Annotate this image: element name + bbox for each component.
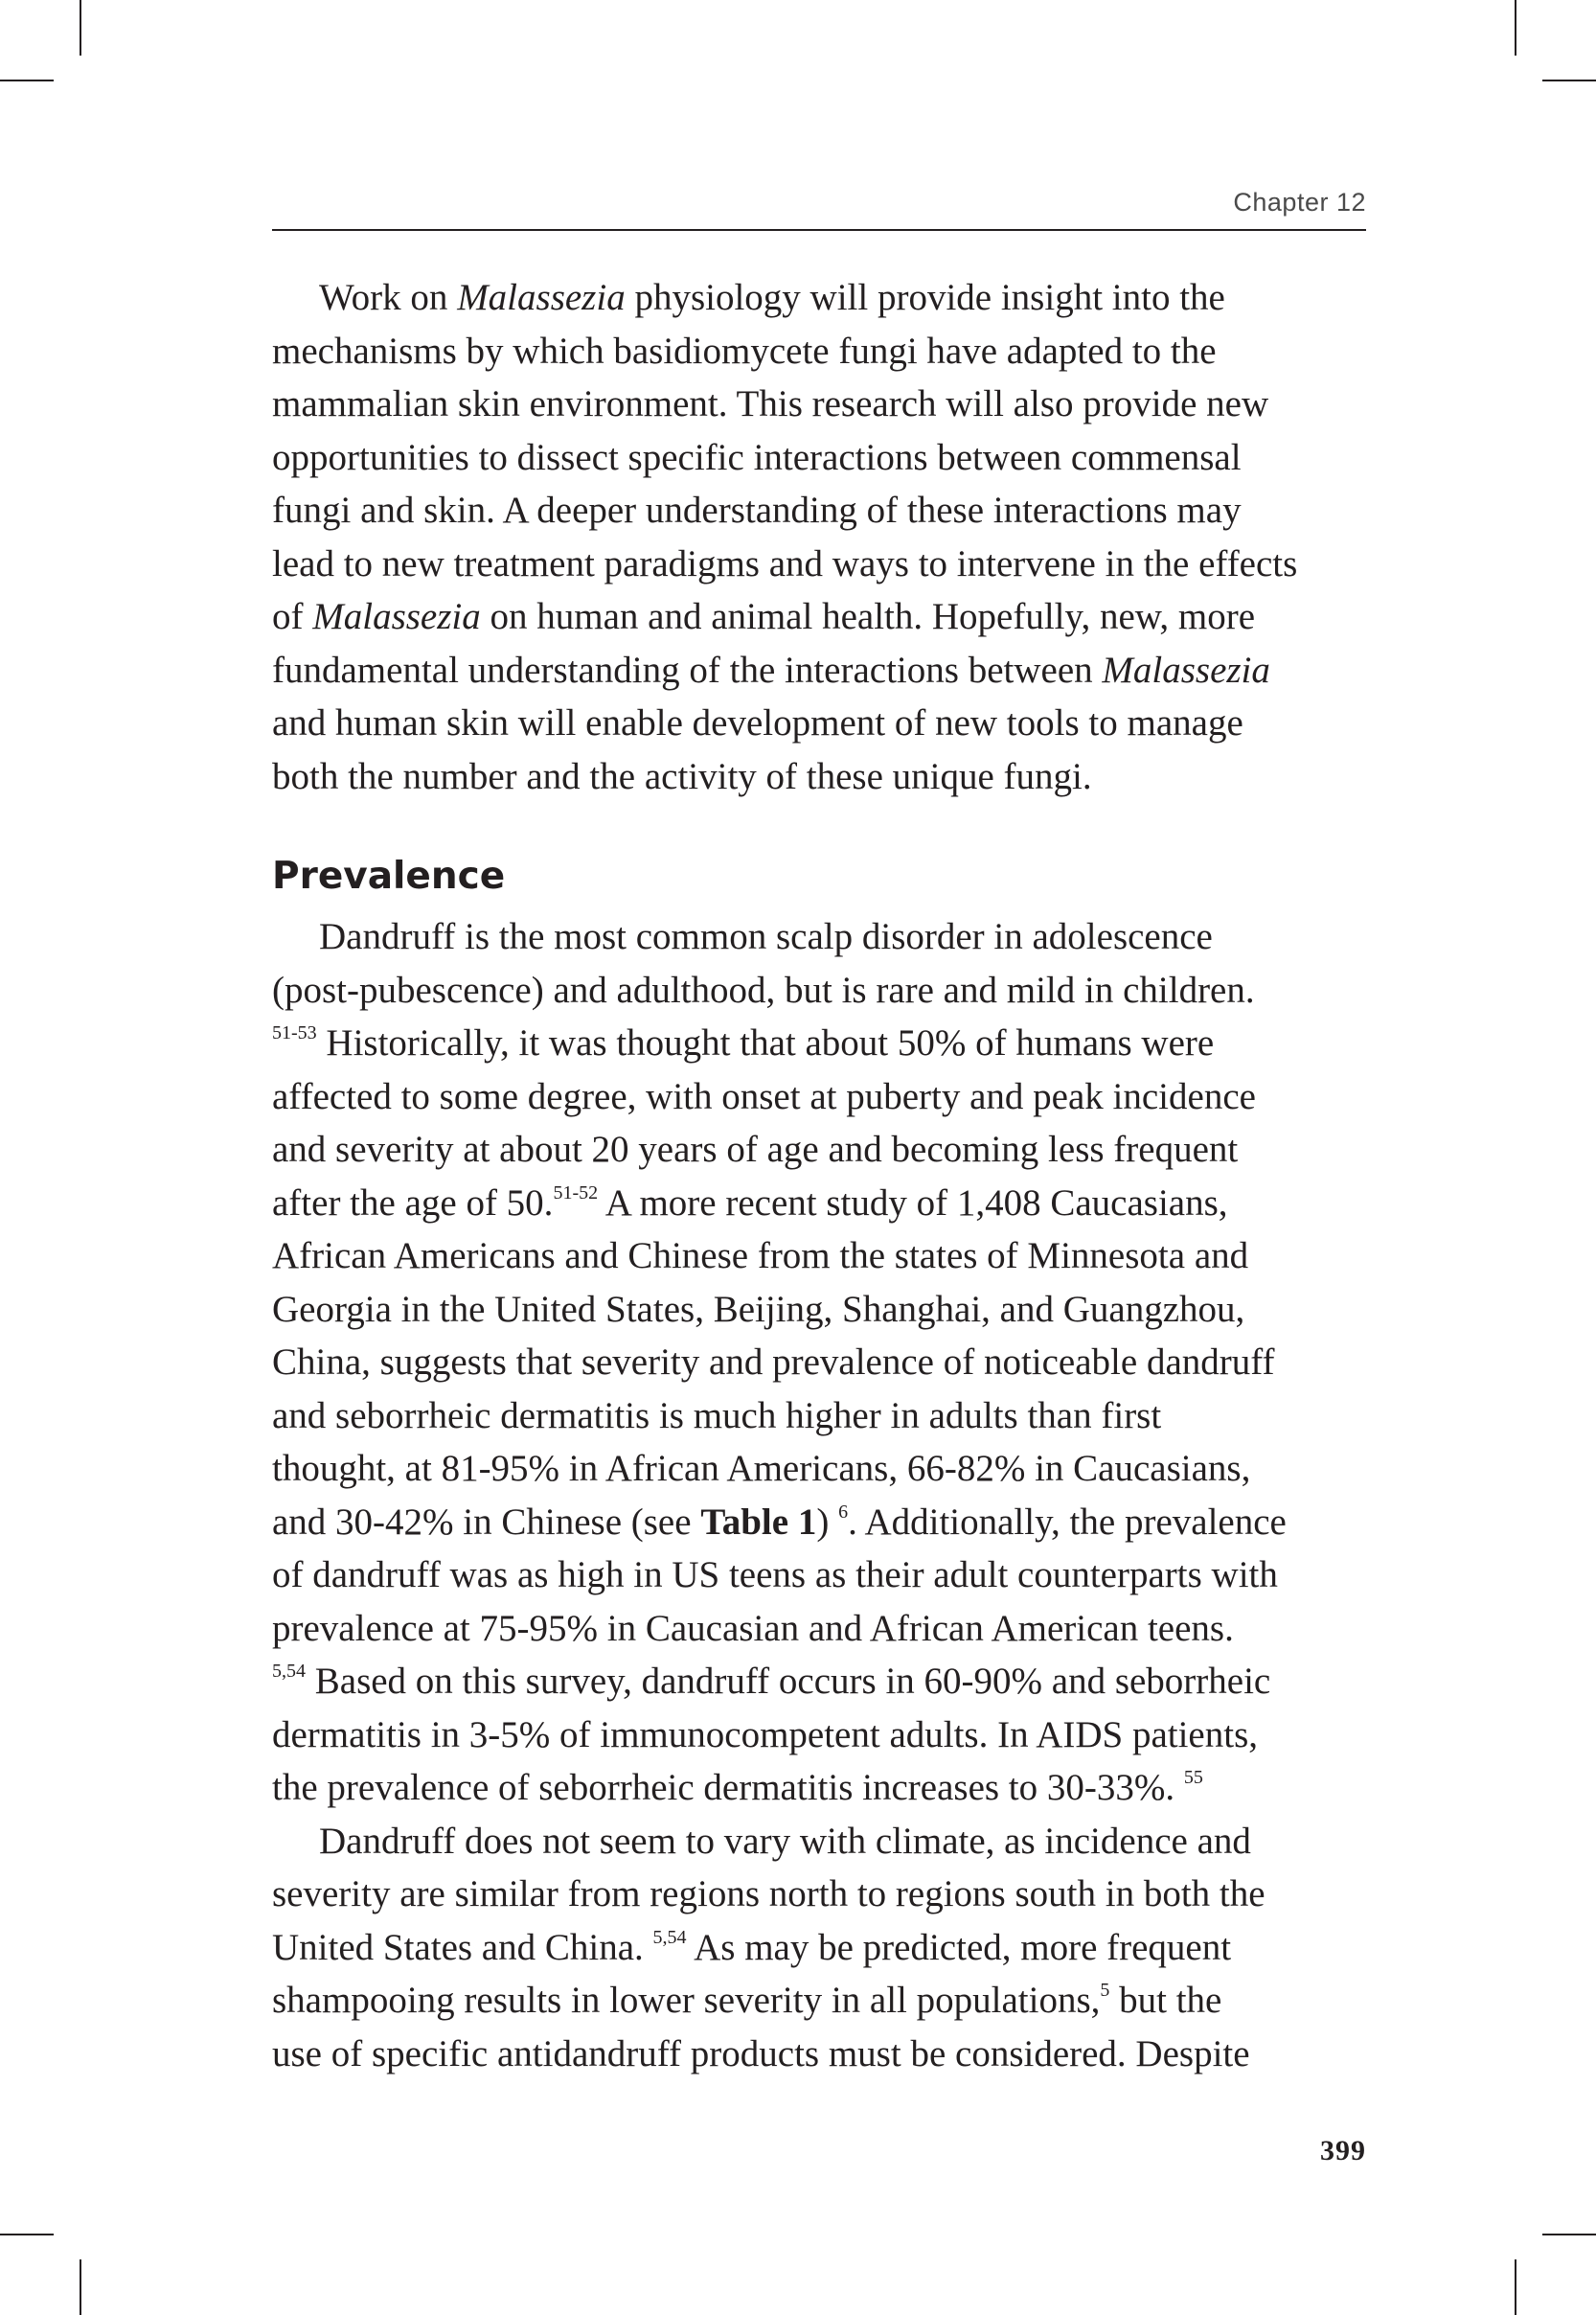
text-line: mechanisms by which basidiomycete fungi have adapted to the [272,330,1217,372]
citation: 6 [838,1501,849,1523]
text-line: severity are similar from regions north to regions south in both the [272,1873,1265,1914]
text-line: $^{51-53}$ Historically, it was thought that about 50% of humans were [272,1022,1215,1064]
text-line: Dandruff does not seem to vary with climate, as incidence and [319,1820,1251,1862]
text-line: thought, at 81-95% in African Americans, 66-82% in Caucasians, [272,1448,1251,1489]
text-line: and seborrheic dermatitis is much higher in adults than first [272,1394,1162,1436]
text-line: after the age of 50.$^{51-52}$ A more recent study of 1,408 Caucasians, [272,1181,1228,1224]
text-line: fungi and skin. A deeper understanding of these interactions may [272,490,1242,531]
citation: 51-53 [272,1022,317,1043]
text-line: of Malassezia on human and animal health. Hopefully, new, more [272,596,1256,637]
text-line: affected to some degree, with onset at puberty and peak incidence [272,1075,1256,1117]
crop-mark-bottom-right-h [1542,2234,1596,2235]
crop-mark-bottom-left-h [0,2234,54,2235]
header-rule [272,229,1366,231]
citation: 55 [1183,1767,1203,1788]
text-line: use of specific antidandruff products must be considered. Despite [272,2032,1250,2074]
citation: 5 [1100,1980,1110,2001]
text-line: United States and China. $^{5,54}$ As may be predicted, more frequent [272,1926,1232,1968]
crop-mark-top-right-h [1542,80,1596,81]
page-number: 399 [1320,2135,1366,2166]
text-line: (post-pubescence) and adulthood, but is rare and mild in children. [272,969,1255,1011]
table-reference: Table 1 [700,1501,817,1543]
text-line: mammalian skin environment. This research will also provide new [272,383,1269,424]
paragraph-malassezia-physiology [272,271,1366,803]
crop-mark-bottom-left [80,2259,81,2315]
citation: 5,54 [272,1661,306,1682]
text-line: Dandruff is the most common scalp disorder in adolescence [319,916,1213,957]
crop-mark-top-left-h [0,80,54,81]
text-line: prevalence at 75-95% in Caucasian and African American teens. [272,1607,1234,1649]
citation: 5,54 [652,1926,687,1948]
text-line: dermatitis in 3-5% of immunocompetent adults. In AIDS patients, [272,1713,1259,1755]
text-line: lead to new treatment paradigms and ways to intervene in the effects [272,542,1298,584]
text-line: shampooing results in lower severity in all populations,$^5$ but the [272,1980,1222,2021]
section-heading-prevalence: Prevalence [272,855,506,898]
paragraph-prevalence [272,910,1366,2080]
text-line: of dandruff was as high in US teens as their adult counterparts with [272,1554,1278,1595]
crop-mark-bottom-right [1515,2259,1516,2315]
text-line: opportunities to dissect specific interactions between commensal [272,436,1242,478]
text-line: Georgia in the United States, Beijing, Shanghai, and Guangzhou, [272,1288,1245,1330]
text-line: and human skin will enable development of new tools to manage [272,702,1243,744]
crop-mark-top-left [80,0,81,56]
crop-mark-top-right [1515,0,1516,56]
text-line: fundamental understanding of the interactions between Malassezia [272,649,1270,691]
text-line: African Americans and Chinese from the states of Minnesota and [272,1235,1249,1276]
text-line: and severity at about 20 years of age and becoming less frequent [272,1129,1239,1170]
citation: 51-52 [553,1181,599,1203]
text-line: the prevalence of seborrheic dermatitis increases to 30-33%. $^{55}$ [272,1767,1203,1808]
text-line: China, suggests that severity and prevalence of noticeable dandruff [272,1341,1275,1383]
running-head: Chapter 12 [1233,188,1366,217]
text-line: Work on Malassezia physiology will provide insight into the [319,277,1225,318]
text-line: both the number and the activity of these unique fungi. [272,755,1092,797]
text-line: $^{5,54}$ Based on this survey, dandruff occurs in 60-90% and seborrheic [272,1661,1271,1702]
text-line: and 30-42% in Chinese (see Table 1) $^6$. Additionally, the prevalence [272,1501,1287,1543]
